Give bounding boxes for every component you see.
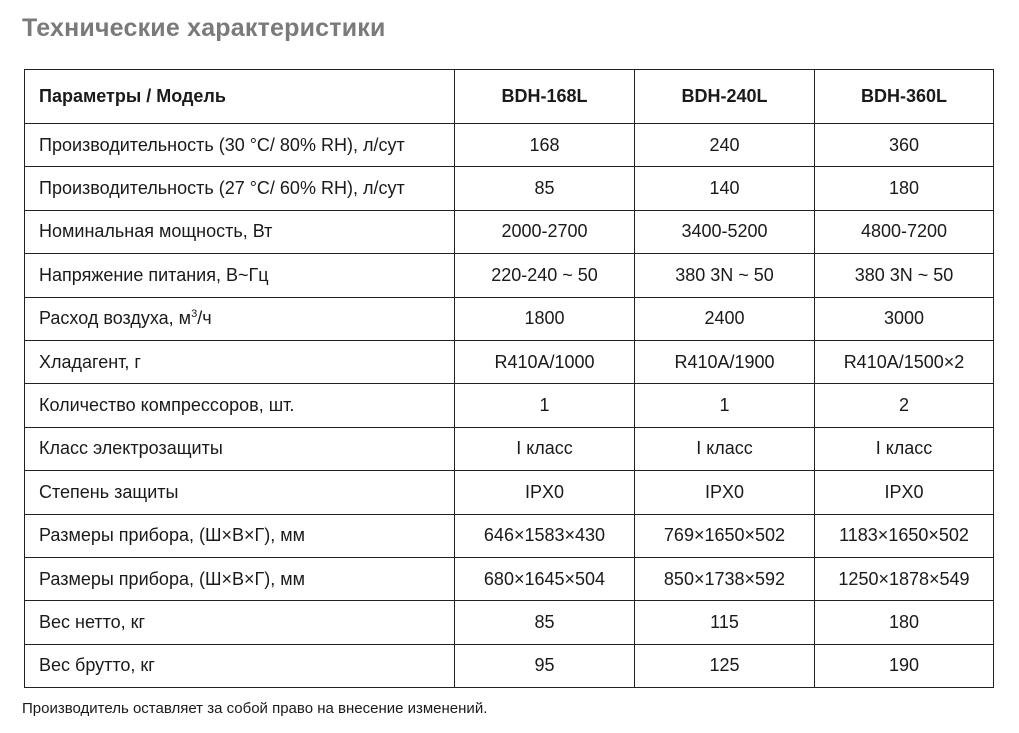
row-value: I класс	[815, 427, 994, 470]
row-value: 680×1645×504	[455, 557, 635, 600]
row-value: 4800-7200	[815, 210, 994, 253]
row-value: 1	[635, 384, 815, 427]
row-param: Степень защиты	[25, 471, 455, 514]
row-param	[25, 297, 455, 340]
row-value: R410A/1900	[635, 340, 815, 383]
row-value: R410A/1500×2	[815, 340, 994, 383]
table-row	[25, 210, 994, 253]
row-value: 1183×1650×502	[815, 514, 994, 557]
row-value: 180	[815, 167, 994, 210]
row-value: IPX0	[455, 471, 635, 514]
row-param-main: Расход воздуха, м	[39, 308, 192, 329]
row-value: 190	[815, 644, 994, 687]
table-header-row	[25, 70, 994, 124]
row-value: 380 3N ~ 50	[635, 254, 815, 297]
row-param-superscript: 3	[191, 308, 198, 321]
table-row	[25, 124, 994, 167]
row-value: 646×1583×430	[455, 514, 635, 557]
table-row	[25, 254, 994, 297]
table-row	[25, 601, 994, 644]
row-value: 1	[455, 384, 635, 427]
row-value: 168	[455, 124, 635, 167]
row-value: 85	[455, 167, 635, 210]
row-value: 125	[635, 644, 815, 687]
row-param: Класс электрозащиты	[25, 427, 455, 470]
header-model-3: BDH-360L	[815, 70, 994, 124]
table-row	[25, 644, 994, 687]
row-value: 3000	[815, 297, 994, 340]
row-value: 1800	[455, 297, 635, 340]
table-row	[25, 167, 994, 210]
table-row	[25, 297, 994, 340]
row-value: 180	[815, 601, 994, 644]
row-value: 85	[455, 601, 635, 644]
header-model-1: BDH-168L	[455, 70, 635, 124]
row-param: Количество компрессоров, шт.	[25, 384, 455, 427]
table-row	[25, 557, 994, 600]
row-param: Вес брутто, кг	[25, 644, 455, 687]
table-row	[25, 471, 994, 514]
row-value: R410A/1000	[455, 340, 635, 383]
row-value: 95	[455, 644, 635, 687]
row-param: Размеры прибора, (Ш×В×Г), мм	[25, 557, 455, 600]
row-param: Производительность (27 °C/ 60% RH), л/сут	[25, 167, 455, 210]
footnote: Производитель оставляет за собой право на внесение изменений.	[22, 700, 488, 717]
row-value: 769×1650×502	[635, 514, 815, 557]
row-value: 140	[635, 167, 815, 210]
row-param: Хладагент, г	[25, 340, 455, 383]
row-param: Размеры прибора, (Ш×В×Г), мм	[25, 514, 455, 557]
page-title: Технические характеристики	[22, 14, 386, 42]
row-value: 2000-2700	[455, 210, 635, 253]
row-value: 220-240 ~ 50	[455, 254, 635, 297]
row-value: 2	[815, 384, 994, 427]
row-value: 240	[635, 124, 815, 167]
row-param: Вес нетто, кг	[25, 601, 455, 644]
row-value: IPX0	[815, 471, 994, 514]
table-row	[25, 340, 994, 383]
row-value: I класс	[635, 427, 815, 470]
header-model-2: BDH-240L	[635, 70, 815, 124]
row-param: Напряжение питания, В~Гц	[25, 254, 455, 297]
table-row	[25, 384, 994, 427]
row-value: 115	[635, 601, 815, 644]
row-value: 850×1738×592	[635, 557, 815, 600]
table-row	[25, 514, 994, 557]
table-row	[25, 427, 994, 470]
row-value: 2400	[635, 297, 815, 340]
row-value: 360	[815, 124, 994, 167]
row-value: IPX0	[635, 471, 815, 514]
row-param: Номинальная мощность, Вт	[25, 210, 455, 253]
row-value: 380 3N ~ 50	[815, 254, 994, 297]
row-value: 1250×1878×549	[815, 557, 994, 600]
row-value: I класс	[455, 427, 635, 470]
header-param: Параметры / Модель	[25, 70, 455, 124]
row-value: 3400-5200	[635, 210, 815, 253]
spec-table	[24, 69, 994, 688]
row-param-tail: /ч	[197, 308, 212, 329]
row-param: Производительность (30 °C/ 80% RH), л/сут	[25, 124, 455, 167]
